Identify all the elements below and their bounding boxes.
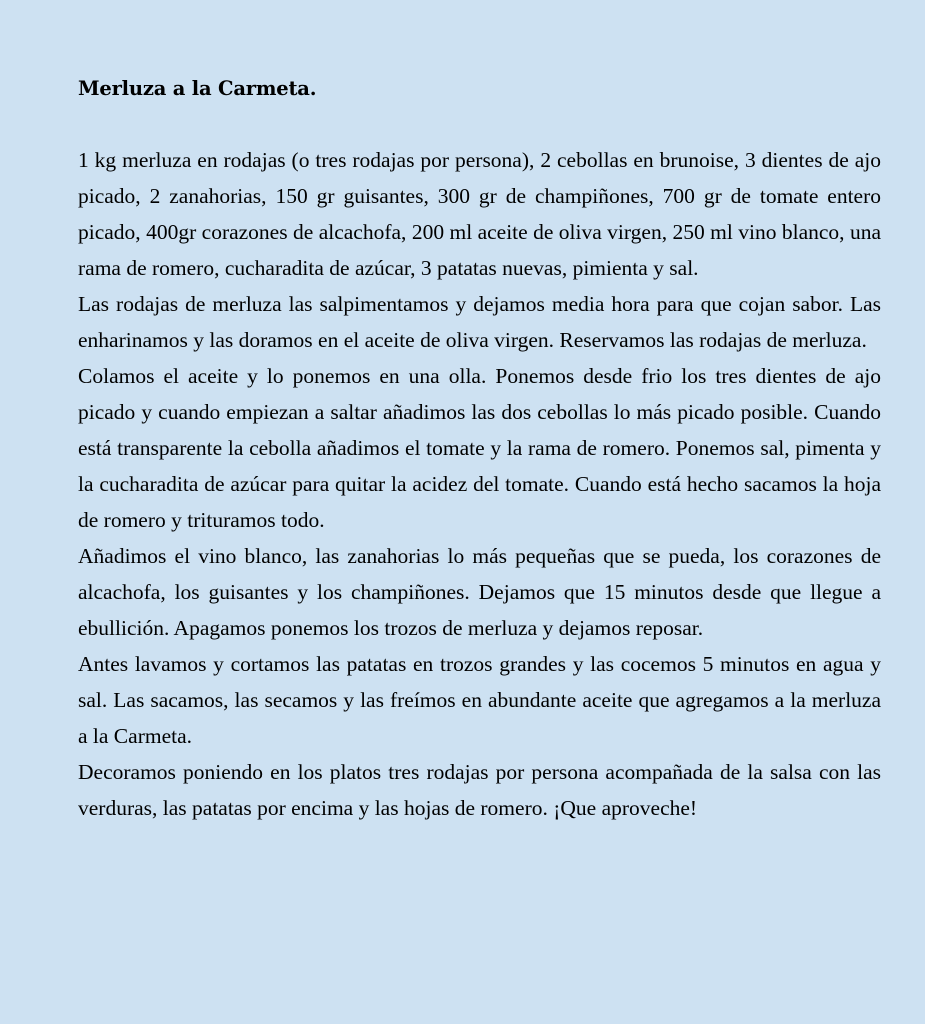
step-paragraph: Decoramos poniendo en los platos tres rodajas por persona acompañada de la salsa con las verduras, las patatas por encima y las hojas de romero. ¡Que aproveche!: [78, 760, 881, 820]
recipe-body: [78, 142, 881, 826]
ingredients-paragraph: 1 kg merluza en rodajas (o tres rodajas por persona), 2 cebollas en brunoise, 3 dientes de ajo picado, 2 zanahorias, 150 gr guisantes, 300 gr de champiñones, 700 gr de tomate entero picado, 400gr corazones de alcachofa, 200 ml aceite de oliva virgen, 250 ml vino blanco, una rama de romero, cucharadita de azúcar, 3 patatas nuevas, pimienta y sal.: [78, 148, 881, 280]
recipe-title: Merluza a la Carmeta.: [78, 77, 317, 100]
step-paragraph: Añadimos el vino blanco, las zanahorias lo más pequeñas que se pueda, los corazones de alcachofa, los guisantes y los champiñones. Dejamos que 15 minutos desde que llegue a ebullición. Apagamos ponemos los trozos de merluza y dejamos reposar.: [78, 544, 881, 640]
step-paragraph: Colamos el aceite y lo ponemos en una olla. Ponemos desde frio los tres dientes de ajo picado y cuando empiezan a saltar añadimos las dos cebollas lo más picado posible. Cuando está transparente la cebolla añadimos el tomate y la rama de romero. Ponemos sal, pimenta y la cucharadita de azúcar para quitar la acidez del tomate. Cuando está hecho sacamos la hoja de romero y trituramos todo.: [78, 364, 881, 532]
step-paragraph: Antes lavamos y cortamos las patatas en trozos grandes y las cocemos 5 minutos en agua y sal. Las sacamos, las secamos y las freímos en abundante aceite que agregamos a la merluza a la Carmeta.: [78, 652, 881, 748]
step-paragraph: Las rodajas de merluza las salpimentamos y dejamos media hora para que cojan sabor. Las enharinamos y las doramos en el aceite de oliva virgen. Reservamos las rodajas de merluza.: [78, 292, 881, 352]
